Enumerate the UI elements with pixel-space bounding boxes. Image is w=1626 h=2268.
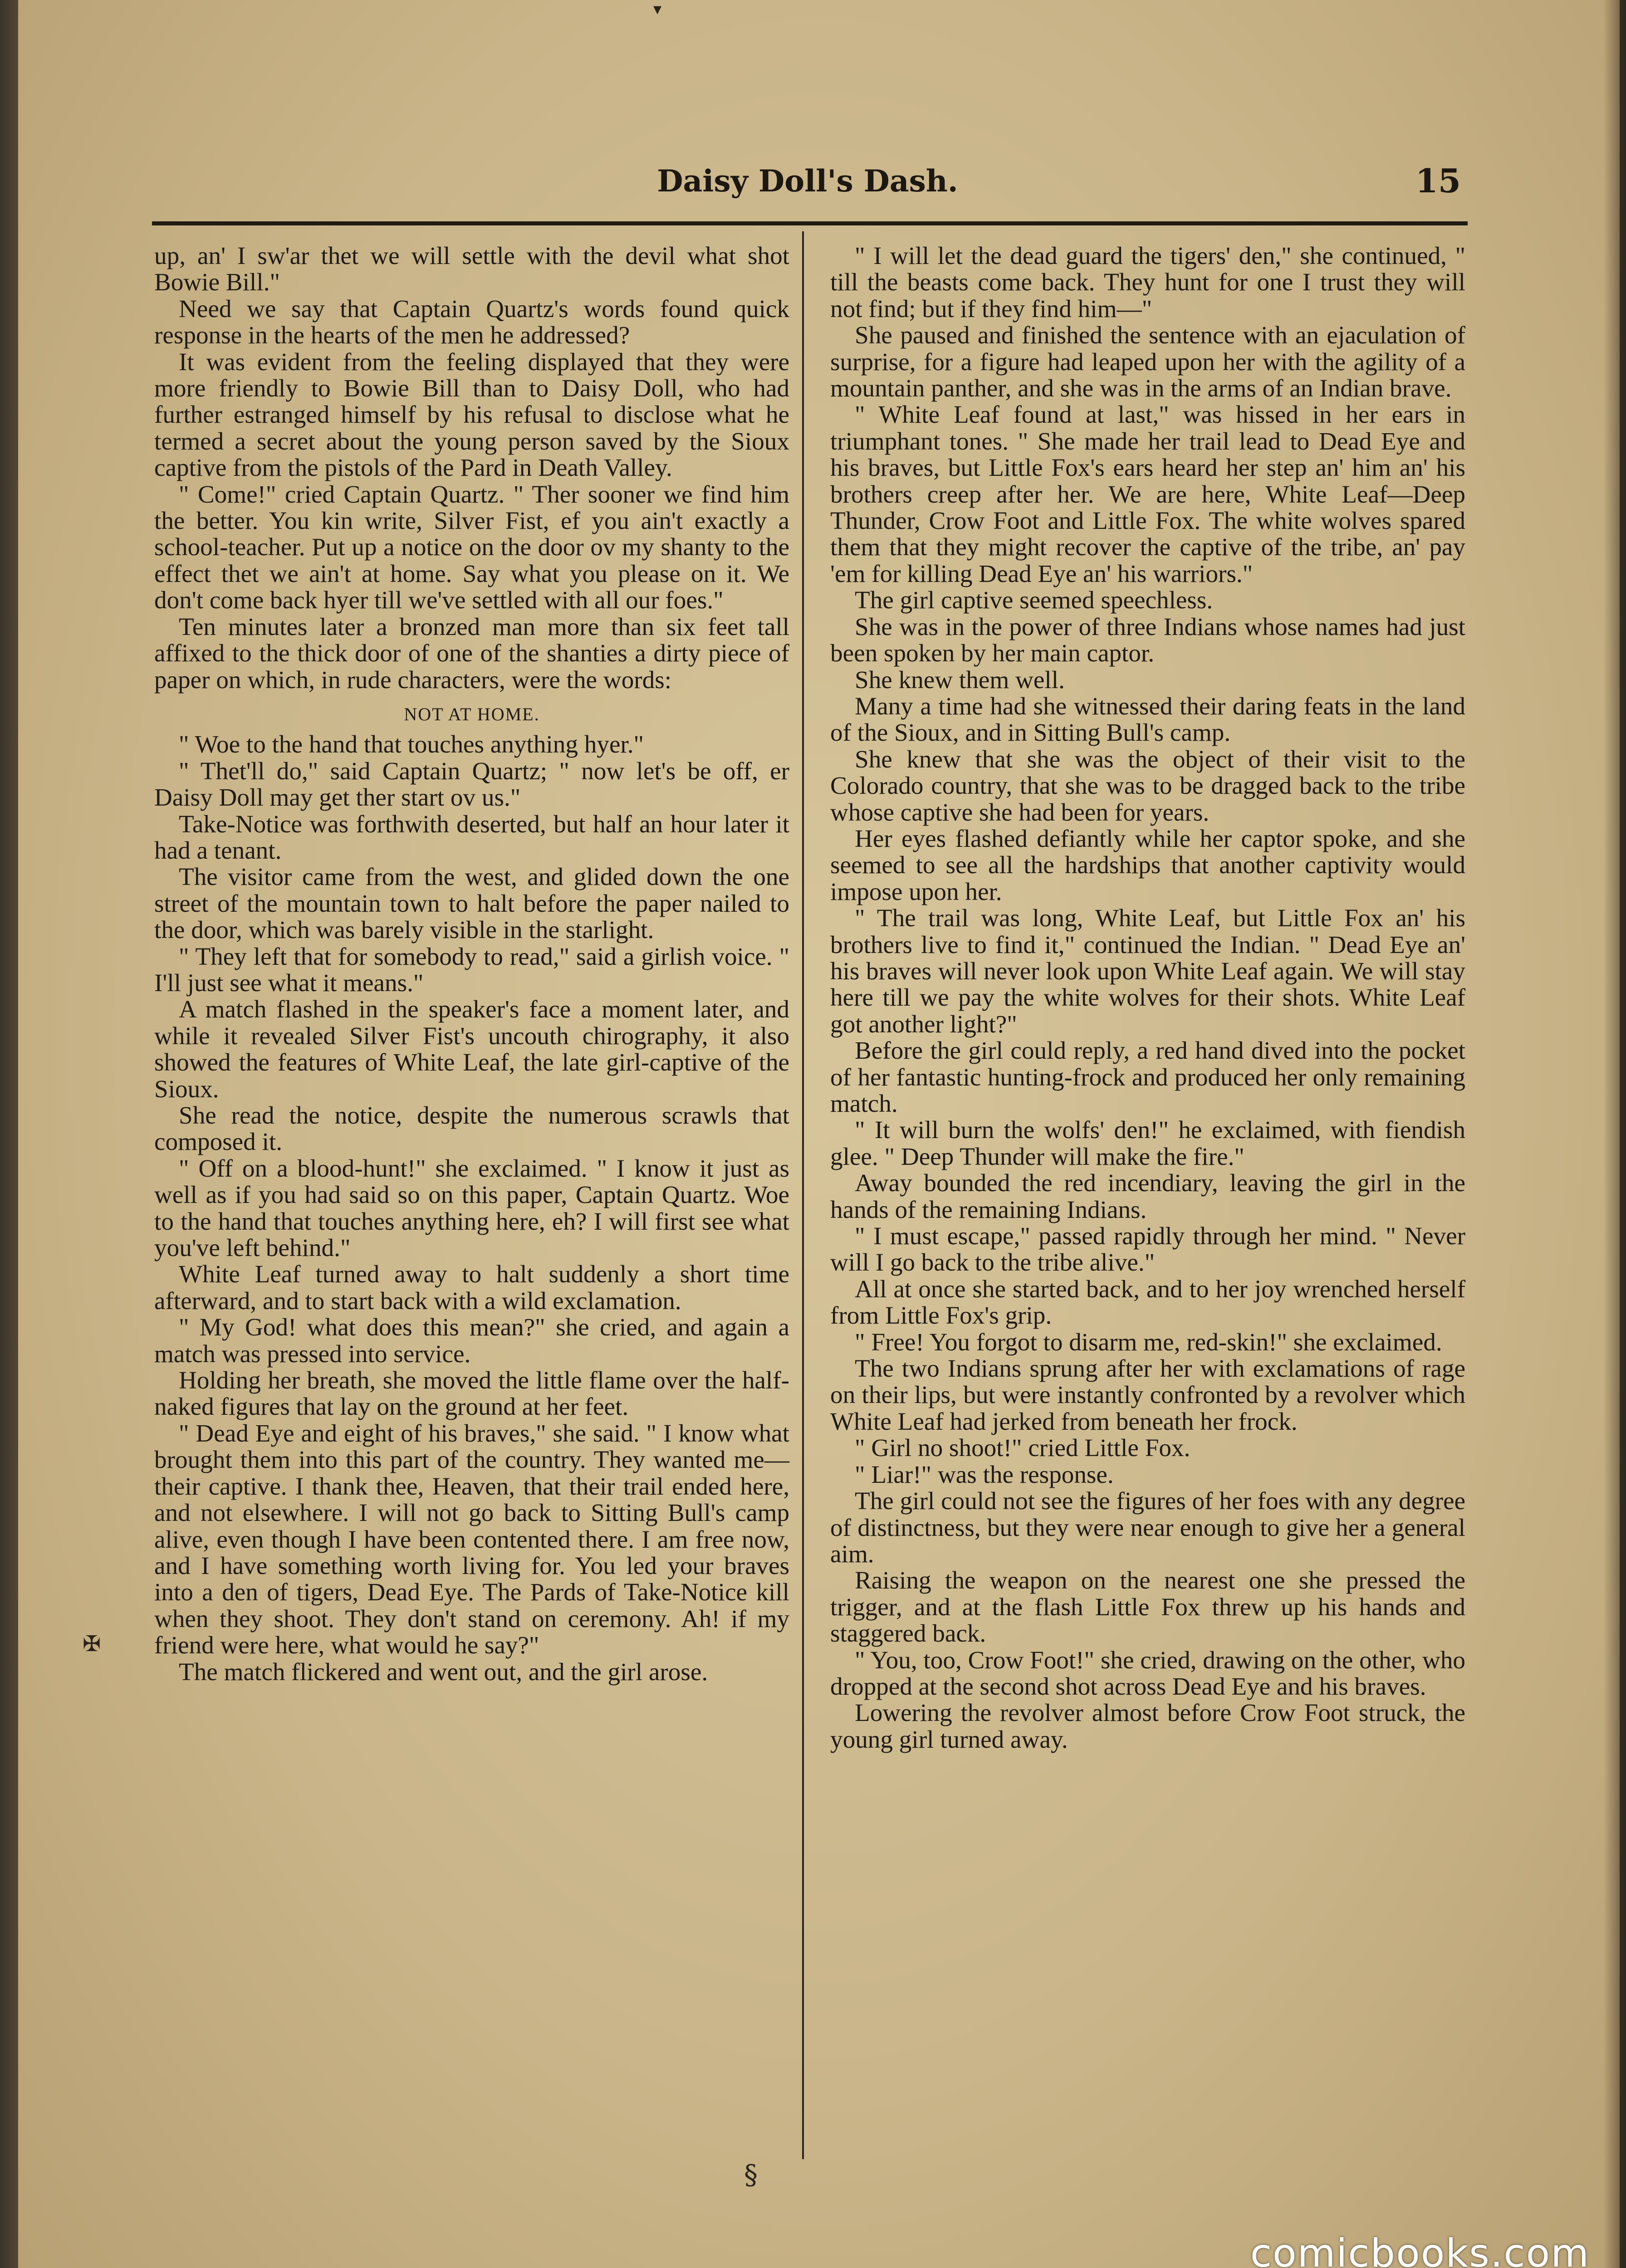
paragraph: " They left that for somebody to read," said a girlish voice. " I'll just see what it means." (154, 942, 789, 997)
bottom-printer-mark: § (744, 2159, 758, 2191)
paragraph: Her eyes flashed defiantly while her captor spoke, and she seemed to see all the hardships that another captivity would impose upon her. (830, 824, 1465, 905)
paragraph: " My God! what does this mean?" she cried, and again a match was pressed into service. (154, 1313, 789, 1368)
paragraph: " You, too, Crow Foot!" she cried, drawing on the other, who dropped at the second shot across Dead Eye and his braves. (830, 1646, 1465, 1700)
watermark: comicbooks.com (1250, 2231, 1590, 2268)
paragraph: The girl captive seemed speechless. (855, 586, 1213, 614)
paragraph: She knew that she was the object of their visit to the Colorado country, that she was to be dragged back to the tribe whose captive she had been for years. (830, 745, 1465, 826)
paragraph: " The trail was long, White Leaf, but Little Fox an' his brothers live to find it," continued the Indian. " Dead Eye an' his braves will never look upon White Leaf again. We will stay here till we pay the white wolves for their shots. White Leaf got another light?" (830, 904, 1465, 1038)
page-number: 15 (1415, 161, 1461, 200)
paragraph: Need we say that Captain Quartz's words found quick response in the hearts of the men he addressed? (154, 294, 789, 349)
section-heading: NOT AT HOME. (404, 704, 540, 724)
header-rule (152, 221, 1468, 225)
paragraph: Before the girl could reply, a red hand dived into the pocket of her fantastic hunting-frock and produced her only remaining match. (830, 1036, 1465, 1117)
paragraph: Lowering the revolver almost before Crow Foot struck, the young girl turned away. (830, 1699, 1465, 1753)
paragraph: " Free! You forgot to disarm me, red-skin!" she exclaimed. (855, 1328, 1442, 1356)
paragraph: " Come!" cried Captain Quartz. " Ther sooner we find him the better. You kin write, Silver Fist, ef you ain't exactly a school-teacher. Put up a notice on the door ov my shanty to the effect thet we ain't at home. Say what you please on it. We don't come back hyer till we've settled with all our foes." (154, 480, 789, 614)
page-edge-shadow (1603, 0, 1626, 2268)
paragraph: The two Indians sprung after her with exclamations of rage on their lips, but were instantly confronted by a revolver which White Leaf had jerked from beneath her frock. (830, 1354, 1465, 1435)
left-text-column (154, 243, 789, 1685)
paragraph: All at once she started back, and to her joy wrenched herself from Little Fox's grip. (830, 1275, 1465, 1330)
page-header (154, 163, 1461, 218)
paragraph: She paused and finished the sentence with an ejaculation of surprise, for a figure had leaped upon her with the agility of a mountain panther, and she was in the arms of an Indian brave. (830, 321, 1465, 402)
paragraph: The visitor came from the west, and glided down the one street of the mountain town to halt before the paper nailed to the door, which was barely visible in the starlight. (154, 863, 789, 944)
paragraph: Take-Notice was forthwith deserted, but half an hour later it had a tenant. (154, 810, 789, 864)
paragraph: " Liar!" was the response. (855, 1460, 1114, 1488)
paragraph: up, an' I sw'ar thet we will settle with the devil what shot Bowie Bill." (154, 242, 789, 296)
paragraph: " It will burn the wolfs' den!" he exclaimed, with fiendish glee. " Deep Thunder will make the fire." (830, 1116, 1465, 1170)
paragraph: " Woe to the hand that touches anything hyer." (179, 730, 644, 758)
top-printer-mark: ▾ (653, 0, 662, 19)
paragraph: " Dead Eye and eight of his braves," she said. " I know what brought them into this part of the country. They wanted me—their captive. I thank thee, Heaven, that their trail ended here, and not elsewhere. I will not go back to Sitting Bull's camp alive, even though I have been contented there. I am free now, and I have something worth living for. You led your braves into a den of tigers, Dead Eye. The Pards of Take-Notice kill when they shoot. They don't stand on ceremony. Ah! if my friend were here, what would he say?" (154, 1419, 789, 1659)
paragraph: A match flashed in the speaker's face a moment later, and while it revealed Silver Fist's uncouth chirography, it also showed the features of White Leaf, the late girl-captive of the Sioux. (154, 995, 789, 1103)
paragraph: Many a time had she witnessed their daring feats in the land of the Sioux, and in Sitting Bull's camp. (830, 692, 1465, 747)
paragraph: She knew them well. (855, 665, 1065, 694)
margin-mark: ✠ (83, 1631, 101, 1657)
paragraph: Holding her breath, she moved the little flame over the half-naked figures that lay on the ground at her feet. (154, 1366, 789, 1421)
paragraph: " Thet'll do," said Captain Quartz; " now let's be off, er Daisy Doll may get ther start ov us." (154, 757, 789, 811)
right-text-column (830, 243, 1465, 1753)
paragraph: Raising the weapon on the nearest one she pressed the trigger, and at the flash Little Fox threw up his hands and staggered back. (830, 1566, 1465, 1647)
paragraph: The girl could not see the figures of her foes with any degree of distinctness, but they were near enough to give her a general aim. (830, 1487, 1465, 1568)
paragraph: " Off on a blood-hunt!" she exclaimed. " I know it just as well as if you had said so on this paper, Captain Quartz. Woe to the hand that touches anything here, eh? I will first see what you've left behind." (154, 1154, 789, 1262)
column-divider (802, 231, 804, 2159)
paragraph: It was evident from the feeling displayed that they were more friendly to Bowie Bill than to Daisy Doll, who had further estranged himself by his refusal to disclose what he termed a secret about the young person saved by the Sioux captive from the pistols of the Pard in Death Valley. (154, 347, 789, 482)
paragraph: She read the notice, despite the numerous scrawls that composed it. (154, 1101, 789, 1156)
paragraph: She was in the power of three Indians whose names had just been spoken by her main captor. (830, 612, 1465, 667)
paragraph: The match flickered and went out, and the girl arose. (179, 1657, 708, 1686)
paragraph: " White Leaf found at last," was hissed in her ears in triumphant tones. " She made her trail lead to Dead Eye and his braves, but Little Fox's ears heard her step an' him an' his brothers creep after her. We are here, White Leaf—Deep Thunder, Crow Foot and Little Fox. The white wolves spared them that they might recover the captive of the tribe, an' pay 'em for killing Dead Eye an' his warriors." (830, 401, 1465, 587)
paragraph: Ten minutes later a bronzed man more than six feet tall affixed to the thick door of one of the shanties a dirty piece of paper on which, in rude characters, were the words: (154, 612, 789, 694)
running-title: Daisy Doll's Dash. (657, 163, 958, 199)
paragraph: " I will let the dead guard the tigers' den," she continued, " till the beasts come back. They hunt for one I trust they will not find; but if they find him—" (830, 242, 1465, 323)
paragraph: " I must escape," passed rapidly through her mind. " Never will I go back to the tribe alive." (830, 1222, 1465, 1276)
paragraph: " Girl no shoot!" cried Little Fox. (855, 1434, 1190, 1462)
paragraph: White Leaf turned away to halt suddenly a short time afterward, and to start back with a wild exclamation. (154, 1260, 789, 1315)
paragraph: Away bounded the red incendiary, leaving the girl in the hands of the remaining Indians. (830, 1169, 1465, 1223)
